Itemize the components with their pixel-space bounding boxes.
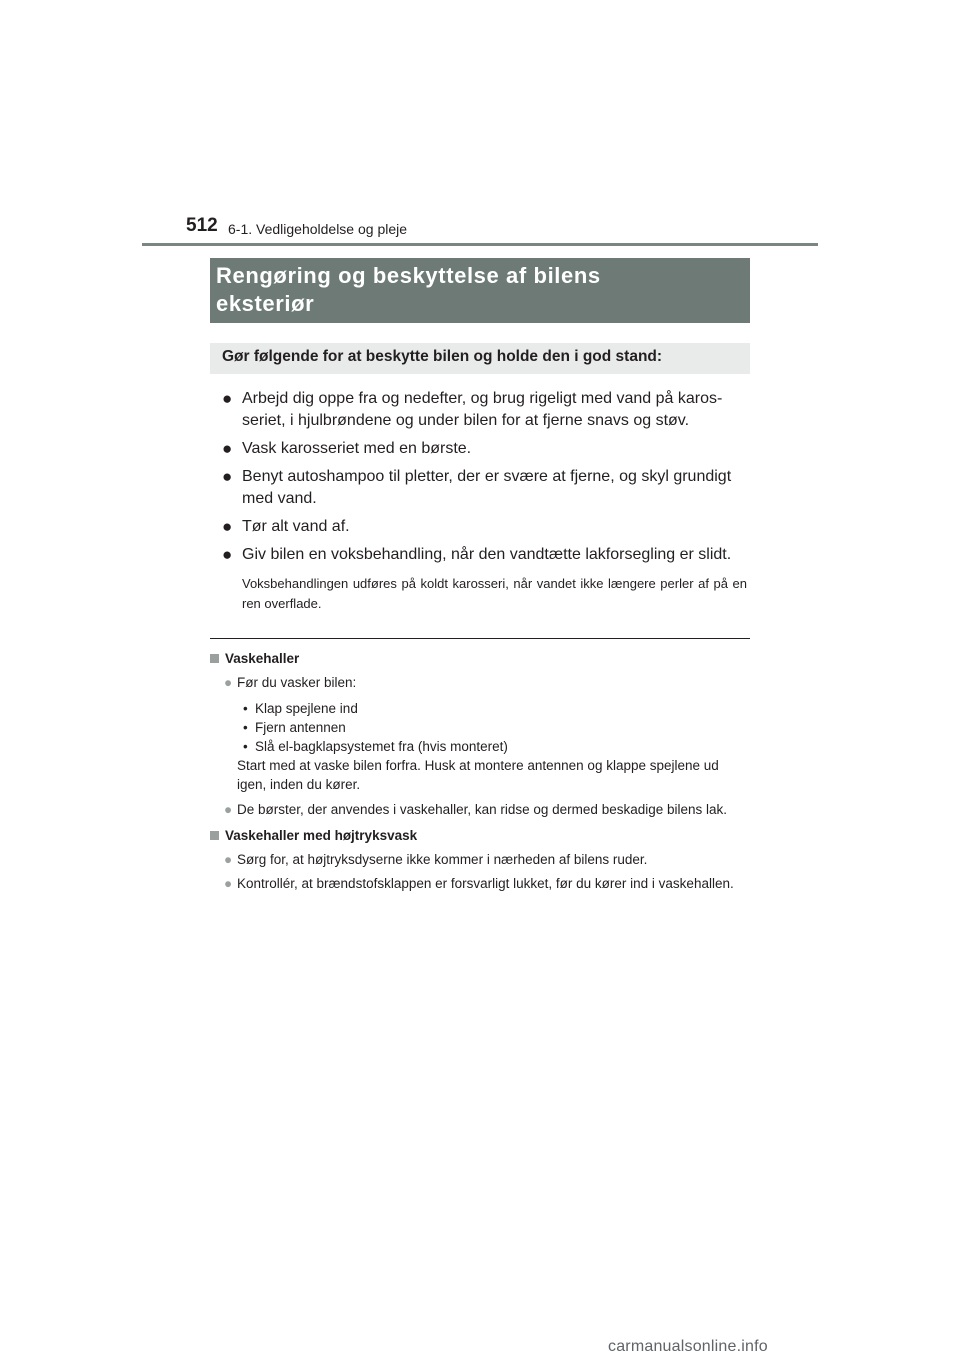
dot-icon: • [243, 739, 248, 754]
page-number: 512 [186, 215, 218, 236]
section-title-banner [210, 258, 750, 323]
section-title-line1: Rengøring og beskyttelse af bilens [216, 263, 601, 288]
bullet-icon: ● [224, 876, 233, 891]
notes-section [210, 649, 750, 894]
header-divider [142, 243, 818, 246]
bullet-icon: ● [222, 467, 233, 486]
section-divider [210, 638, 750, 639]
list-item: ● Tør alt vand af. [222, 517, 350, 536]
pre-wash-steps [210, 699, 750, 756]
bullet-icon: ● [224, 852, 233, 867]
section-title-line2: eksteriør [216, 291, 315, 316]
list-item: ● Benyt autoshampoo til pletter, der er svære at fjerne, og skyl grundigt med vand. [222, 467, 732, 507]
subheading: Gør følgende for at beskytte bilen og holde den i god stand: [210, 343, 750, 374]
square-bullet-icon [210, 831, 219, 840]
main-instructions-list [222, 388, 747, 614]
note-heading-high-pressure: Vaskehaller med højtryksvask [210, 826, 750, 846]
note-item: ● Før du vasker bilen: [210, 673, 750, 693]
list-item: ● Giv bilen en voksbehandling, når den vandtætte lakforsegling er slidt. [222, 545, 732, 564]
note-item: ● Sørg for, at højtryksdyserne ikke kommer i nærheden af bilens ruder. [210, 850, 750, 870]
watermark: carmanualsonline.info [608, 1338, 768, 1355]
bullet-icon: ● [222, 545, 233, 564]
bullet-icon: ● [224, 675, 233, 690]
bullet-icon: ● [222, 439, 233, 458]
note-item: ● De børster, der anvendes i vaskehaller, kan ridse og dermed beskadige bilens lak. [210, 800, 750, 820]
step-item: • Klap spejlene ind [243, 701, 358, 716]
bullet-icon: ● [222, 389, 233, 408]
dot-icon: • [243, 720, 248, 735]
square-bullet-icon [210, 654, 219, 663]
note-heading-car-wash: Vaskehaller [210, 649, 750, 669]
step-item: • Fjern antennen [243, 720, 346, 735]
bullet-icon: ● [224, 802, 233, 817]
bullet-icon: ● [222, 517, 233, 536]
after-wash-text: Start med at vaske bilen forfra. Husk at montere antennen og klappe spejlene ud igen, inden du kører. [237, 758, 719, 792]
step-item: • Slå el-bagklapsystemet fra (hvis monteret) [243, 739, 508, 754]
note-item: ● Kontrollér, at brændstofsklappen er forsvarligt lukket, før du kører ind i vaskehallen. [210, 874, 750, 894]
section-reference: 6-1. Vedligeholdelse og pleje [228, 221, 408, 237]
list-item: ● Arbejd dig oppe fra og nedefter, og brug rigeligt med vand på karos-seriet, i hjulbrøndene og under bilen for at fjerne snavs og støv. [222, 389, 723, 429]
dot-icon: • [243, 701, 248, 716]
wax-note: Voksbehandlingen udføres på koldt karosseri, når vandet ikke længere perler af på en ren overflade. [242, 576, 747, 611]
list-item: ● Vask karosseriet med en børste. [222, 439, 472, 458]
